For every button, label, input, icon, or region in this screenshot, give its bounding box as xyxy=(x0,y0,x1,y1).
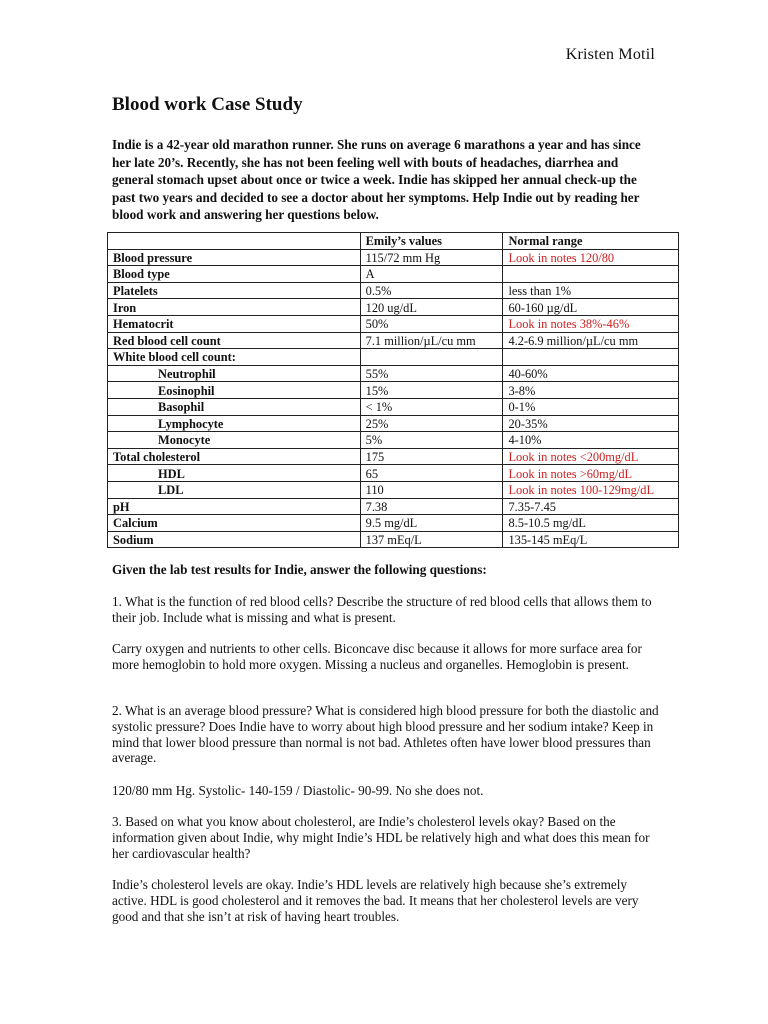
blood-work-table xyxy=(107,232,679,548)
row-range: 7.35-7.45 xyxy=(503,498,679,515)
table-row xyxy=(108,515,679,532)
header-cell-values: Emily’s values xyxy=(360,233,503,250)
table-header-row xyxy=(108,233,679,250)
table-row xyxy=(108,266,679,283)
row-value: A xyxy=(360,266,503,283)
question-2: 2. What is an average blood pressure? What is considered high blood pressure for both the diastolic and systolic pressure? Does Indie have to worry about high blood pressure and her sodium intake? Keep in mind that lower blood pressure than normal is not bad. Athletes often have lower blood pressures than average. xyxy=(112,703,659,766)
row-range xyxy=(503,349,679,366)
row-range: Look in notes 100-129mg/dL xyxy=(503,481,679,498)
row-label: Neutrophil xyxy=(108,365,361,382)
row-range: 4.2-6.9 million/µL/cu mm xyxy=(503,332,679,349)
table-row xyxy=(108,481,679,498)
row-range: 0-1% xyxy=(503,398,679,415)
row-value: 120 ug/dL xyxy=(360,299,503,316)
row-value: 7.38 xyxy=(360,498,503,515)
table-row xyxy=(108,531,679,548)
row-label: LDL xyxy=(108,481,361,498)
row-value: 25% xyxy=(360,415,503,432)
row-range: 135-145 mEq/L xyxy=(503,531,679,548)
row-value: 15% xyxy=(360,382,503,399)
row-range xyxy=(503,266,679,283)
row-value: 137 mEq/L xyxy=(360,531,503,548)
row-value xyxy=(360,349,503,366)
row-range: less than 1% xyxy=(503,282,679,299)
row-label: Total cholesterol xyxy=(108,448,361,465)
row-label: Hematocrit xyxy=(108,315,361,332)
row-value: < 1% xyxy=(360,398,503,415)
question-3: 3. Based on what you know about cholesterol, are Indie’s cholesterol levels okay? Based on the information given about Indie, why might Indie’s HDL be relatively high and what does this mean for her cardiovascular health? xyxy=(112,814,650,861)
answer-3: Indie’s cholesterol levels are okay. Indie’s HDL levels are relatively high because she’s extremely active. HDL is good cholesterol and it removes the bad. It means that her cholesterol levels are very good and that she isn’t at risk of having heart troubles. xyxy=(112,877,639,924)
row-label: Red blood cell count xyxy=(108,332,361,349)
table-row xyxy=(108,249,679,266)
row-range: 8.5-10.5 mg/dL xyxy=(503,515,679,532)
table-row xyxy=(108,498,679,515)
row-label: Sodium xyxy=(108,531,361,548)
row-label: pH xyxy=(108,498,361,515)
row-value: 7.1 million/µL/cu mm xyxy=(360,332,503,349)
row-label: Basophil xyxy=(108,398,361,415)
table-row xyxy=(108,332,679,349)
table-row xyxy=(108,432,679,449)
row-value: 5% xyxy=(360,432,503,449)
table-row xyxy=(108,448,679,465)
row-value: 115/72 mm Hg xyxy=(360,249,503,266)
row-range: 60-160 µg/dL xyxy=(503,299,679,316)
row-label: Calcium xyxy=(108,515,361,532)
header-cell-label xyxy=(108,233,361,250)
table-row xyxy=(108,349,679,366)
row-value: 55% xyxy=(360,365,503,382)
row-range: 20-35% xyxy=(503,415,679,432)
table-row xyxy=(108,315,679,332)
row-value: 110 xyxy=(360,481,503,498)
row-range: Look in notes 120/80 xyxy=(503,249,679,266)
intro-paragraph: Indie is a 42-year old marathon runner. She runs on average 6 marathons a year and has since her late 20’s. Recently, she has not been feeling well with bouts of headaches, diarrhea and general stomach upset about once or twice a week. Indie has skipped her annual check-up the past two years and decided to see a doctor about her symptoms. Help Indie out by reading her blood work and answering her questions below. xyxy=(112,137,641,223)
header-cell-range: Normal range xyxy=(503,233,679,250)
table-row xyxy=(108,282,679,299)
row-value: 65 xyxy=(360,465,503,482)
row-label: Iron xyxy=(108,299,361,316)
row-range: Look in notes <200mg/dL xyxy=(503,448,679,465)
row-label: Lymphocyte xyxy=(108,415,361,432)
answer-2: 120/80 mm Hg. Systolic- 140-159 / Diastolic- 90-99. No she does not. xyxy=(112,783,484,798)
table-row xyxy=(108,398,679,415)
table-row xyxy=(108,415,679,432)
answer-1: Carry oxygen and nutrients to other cells. Biconcave disc because it allows for more surface area for more hemoglobin to hold more oxygen. Missing a nucleus and organelles. Hemoglobin is present. xyxy=(112,641,642,672)
row-range: Look in notes 38%-46% xyxy=(503,315,679,332)
row-label: Eosinophil xyxy=(108,382,361,399)
row-label: Blood pressure xyxy=(108,249,361,266)
row-label: White blood cell count: xyxy=(108,349,361,366)
table-row xyxy=(108,382,679,399)
table-row xyxy=(108,299,679,316)
row-value: 9.5 mg/dL xyxy=(360,515,503,532)
row-range: 40-60% xyxy=(503,365,679,382)
row-range: 3-8% xyxy=(503,382,679,399)
table-row xyxy=(108,465,679,482)
row-value: 50% xyxy=(360,315,503,332)
question-1: 1. What is the function of red blood cells? Describe the structure of red blood cells that allows them to their job. Include what is missing and what is present. xyxy=(112,594,652,625)
document-title: Blood work Case Study xyxy=(112,94,303,115)
row-label: Monocyte xyxy=(108,432,361,449)
author-name: Kristen Motil xyxy=(565,46,655,63)
row-label: HDL xyxy=(108,465,361,482)
table-row xyxy=(108,365,679,382)
row-value: 0.5% xyxy=(360,282,503,299)
row-label: Platelets xyxy=(108,282,361,299)
row-value: 175 xyxy=(360,448,503,465)
row-label: Blood type xyxy=(108,266,361,283)
row-range: 4-10% xyxy=(503,432,679,449)
row-range: Look in notes >60mg/dL xyxy=(503,465,679,482)
questions-heading: Given the lab test results for Indie, answer the following questions: xyxy=(112,562,487,577)
